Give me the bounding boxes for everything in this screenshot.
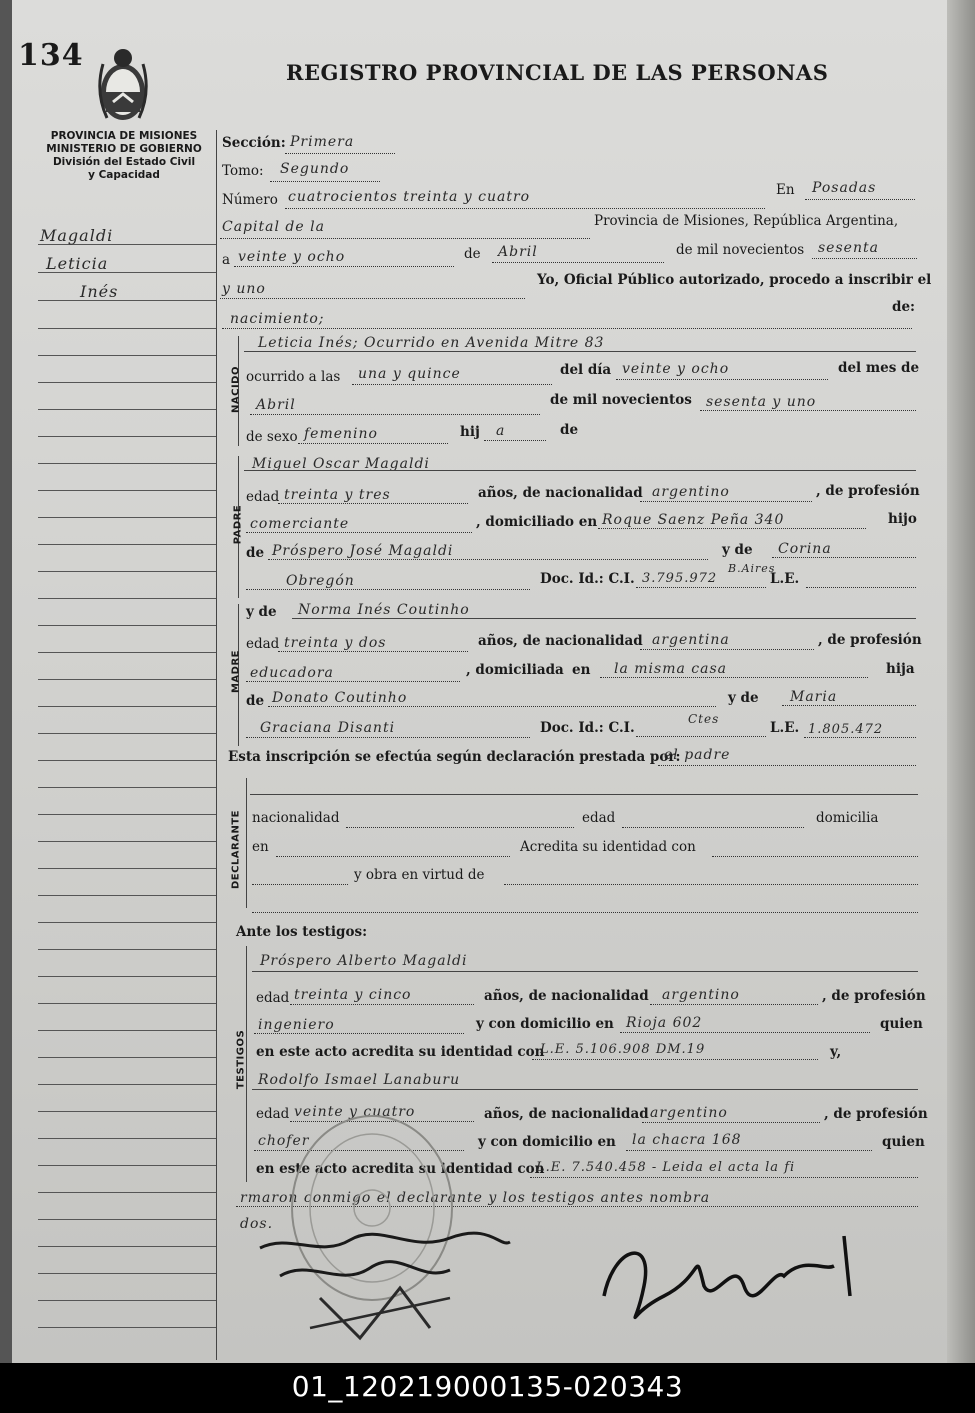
padre-padre-value: Próspero José Magaldi	[272, 543, 454, 559]
testigo1-edad-label: edad	[256, 990, 290, 1006]
authority-line-2: MINISTERIO DE GOBIERNO	[46, 143, 202, 155]
dia-value: veinte y ocho	[238, 249, 346, 265]
oficial-text: Yo, Oficial Público autorizado, procedo a inscribir el	[537, 272, 932, 288]
mil-text: de mil novecientos	[676, 242, 805, 258]
madre-padre-value: Donato Coutinho	[272, 690, 408, 706]
nacido-tab: NACIDO	[230, 366, 242, 413]
padre-nombre: Miguel Oscar Magaldi	[252, 456, 430, 472]
testigo2-dom: la chacra 168	[632, 1132, 742, 1148]
authority-line-3: División del Estado Civil	[52, 156, 196, 168]
madre-nombre: Norma Inés Coutinho	[298, 602, 470, 618]
ocurrido-label: ocurrido a las	[246, 369, 341, 385]
hij-label: hij	[460, 424, 480, 440]
declaracion-text: Esta inscripción se efectúa según declaración prestada por:	[228, 749, 681, 765]
testigos-ante-label: Ante los testigos:	[236, 924, 368, 940]
sexo-value: femenino	[304, 426, 378, 442]
padre-prof-value: comerciante	[250, 516, 350, 532]
nacido-nombre: Leticia Inés; Ocurrido en Avenida Mitre 83	[258, 335, 605, 351]
nacido-anio-value: sesenta y uno	[706, 394, 817, 410]
hij-value: a	[496, 423, 506, 439]
testigo1-nac-label: años, de nacionalidad	[484, 988, 649, 1004]
madre-nac-value: argentina	[652, 632, 730, 648]
en-value: Posadas	[812, 180, 877, 196]
padre-hijo-label: hijo	[888, 511, 917, 527]
testigo1-edad: treinta y cinco	[294, 987, 412, 1003]
numero-value: cuatrocientos treinta y cuatro	[288, 189, 531, 205]
madre-edad-label: edad	[246, 636, 280, 652]
testigo2-prof-label: , de profesión	[824, 1106, 928, 1122]
madre-prof-label: , de profesión	[818, 632, 922, 648]
issuing-authority	[38, 130, 210, 182]
madre-doc-label: Doc. Id.: C.I.	[540, 720, 635, 736]
hora-value: una y quince	[358, 366, 461, 382]
mes-value: Abril	[498, 244, 538, 260]
madre-le-label: L.E.	[770, 720, 800, 736]
padre-edad-label: edad	[246, 489, 280, 505]
padre-doc-value: 3.795.972	[642, 571, 718, 586]
declarante-nac-label: nacionalidad	[252, 810, 340, 826]
padre-dom-value: Roque Saenz Peña 340	[602, 512, 785, 528]
cierre-line-1: rmaron conmigo el declarante y los testigos antes nombra	[240, 1190, 711, 1206]
madre-nac-label: años, de nacionalidad	[478, 633, 643, 649]
testigo1-doc: L.E. 5.106.908 DM.19	[540, 1042, 706, 1057]
book-binding-edge	[947, 0, 975, 1363]
testigo2-dom-label: y con domicilio en	[478, 1134, 616, 1150]
madre-doc-extra: Ctes	[688, 712, 720, 726]
cierre-line-2: dos.	[240, 1216, 274, 1232]
del-mes-label: del mes de	[838, 360, 920, 376]
a-label: a	[222, 252, 231, 268]
padre-le-label: L.E.	[770, 571, 800, 587]
madre-y-de-label: y de	[246, 604, 277, 620]
madre-en-label: en	[572, 662, 591, 678]
declarante-obra-label: y obra en virtud de	[354, 867, 485, 883]
testigo2-nac-label: años, de nacionalidad	[484, 1106, 649, 1122]
padre-edad-value: treinta y tres	[284, 487, 391, 503]
declaracion-value: el padre	[664, 747, 731, 763]
padre-prof-label: , de profesión	[816, 483, 920, 499]
margin-first-name: Leticia	[46, 254, 109, 273]
madre-le-value: 1.805.472	[808, 722, 884, 737]
padre-madre-value: Corina	[778, 541, 832, 557]
testigo2-doc: L.E. 7.540.458 - Leida el acta la fi	[536, 1160, 796, 1175]
numero-label: Número	[222, 192, 278, 208]
en-label: En	[776, 182, 795, 198]
authority-line-4: y Capacidad	[88, 169, 160, 181]
testigo1-dom: Rioja 602	[626, 1015, 703, 1031]
nacido-mil-label: de mil novecientos	[550, 392, 692, 408]
testigo2-acredita-label: en este acto acredita su identidad con	[256, 1161, 545, 1177]
declarante-dom-label: domicilia	[816, 810, 879, 826]
coat-of-arms-icon	[93, 44, 153, 126]
madre-y-de2-label: y de	[728, 690, 759, 706]
document-title: REGISTRO PROVINCIAL DE LAS PERSONAS	[286, 60, 829, 85]
testigo2-prof: chofer	[258, 1133, 310, 1149]
provincia-text: Provincia de Misiones, República Argentina,	[594, 213, 899, 229]
nacido-de-label: de	[560, 422, 579, 438]
nacido-mes-value: Abril	[256, 397, 296, 413]
testigo2-nac: argentino	[650, 1105, 728, 1121]
testigo1-prof-label: , de profesión	[822, 988, 926, 1004]
witness-signatures-icon	[250, 1228, 530, 1348]
padre-doc-label: Doc. Id.: C.I.	[540, 571, 635, 587]
testigo1-nac: argentino	[662, 987, 740, 1003]
madre-edad-value: treinta y dos	[284, 635, 387, 651]
folio-number: 134	[18, 38, 84, 73]
padre-nac-label: años, de nacionalidad	[478, 485, 643, 501]
tomo-value: Segundo	[280, 161, 350, 177]
madre-madre-value: Maria	[790, 689, 838, 705]
capital-value: Capital de la	[222, 219, 325, 235]
tomo-label: Tomo:	[222, 163, 264, 179]
seccion-value: Primera	[290, 134, 355, 150]
madre-hija-label: hija	[886, 661, 915, 677]
margin-middle-name: Inés	[80, 282, 119, 301]
testigo1-prof: ingeniero	[258, 1017, 335, 1033]
madre-de-label: de	[246, 693, 265, 709]
padre-y-de-label: y de	[722, 542, 753, 558]
nacido-dia-value: veinte y ocho	[622, 361, 730, 377]
declarante-tab: DECLARANTE	[230, 809, 242, 890]
page-left-edge	[0, 0, 12, 1363]
official-signature-icon	[584, 1226, 874, 1326]
testigo2-edad-label: edad	[256, 1106, 290, 1122]
madre-prof-value: educadora	[250, 665, 334, 681]
testigo1-y: y,	[830, 1044, 842, 1060]
testigo1-quien: quien	[880, 1016, 923, 1032]
testigos-tab: TESTIGOS	[235, 1029, 247, 1090]
testigo2-quien: quien	[882, 1134, 925, 1150]
sexo-label: de sexo	[246, 429, 298, 445]
declarante-edad-label: edad	[582, 810, 616, 826]
padre-dom-label: , domiciliado en	[476, 514, 598, 530]
acto-value: nacimiento;	[230, 311, 325, 327]
testigo2-edad: veinte y cuatro	[294, 1104, 416, 1120]
testigo1-nombre: Próspero Alberto Magaldi	[260, 953, 468, 969]
anio-value: sesenta	[818, 240, 879, 256]
padre-de-label: de	[246, 545, 265, 561]
seccion-label: Sección:	[222, 135, 286, 151]
anio2-value: y uno	[222, 281, 266, 297]
padre-madre-value2: Obregón	[286, 573, 355, 589]
authority-line-1: PROVINCIA DE MISIONES	[50, 130, 198, 142]
declarante-acredita-label: Acredita su identidad con	[520, 839, 696, 855]
de-label: de	[464, 246, 481, 262]
testigo1-dom-label: y con domicilio en	[476, 1016, 614, 1032]
madre-tab: MADRE	[230, 649, 242, 694]
testigo1-acredita-label: en este acto acredita su identidad con	[256, 1044, 545, 1060]
padre-doc-extra: B.Aires	[728, 562, 776, 575]
madre-madre-value2: Graciana Disanti	[260, 720, 396, 736]
padre-nac-value: argentino	[652, 484, 730, 500]
padre-tab: PADRE	[232, 504, 244, 545]
testigo2-nombre: Rodolfo Ismael Lanaburu	[258, 1072, 461, 1088]
madre-dom-label: , domiciliada	[466, 662, 564, 678]
del-dia-label: del día	[560, 362, 612, 378]
margin-surname: Magaldi	[40, 226, 114, 245]
madre-dom-value: la misma casa	[614, 661, 728, 677]
de-colon: de:	[892, 299, 916, 315]
declarante-en-label: en	[252, 839, 269, 855]
image-identifier: 01_120219000135-020343	[291, 1370, 684, 1403]
